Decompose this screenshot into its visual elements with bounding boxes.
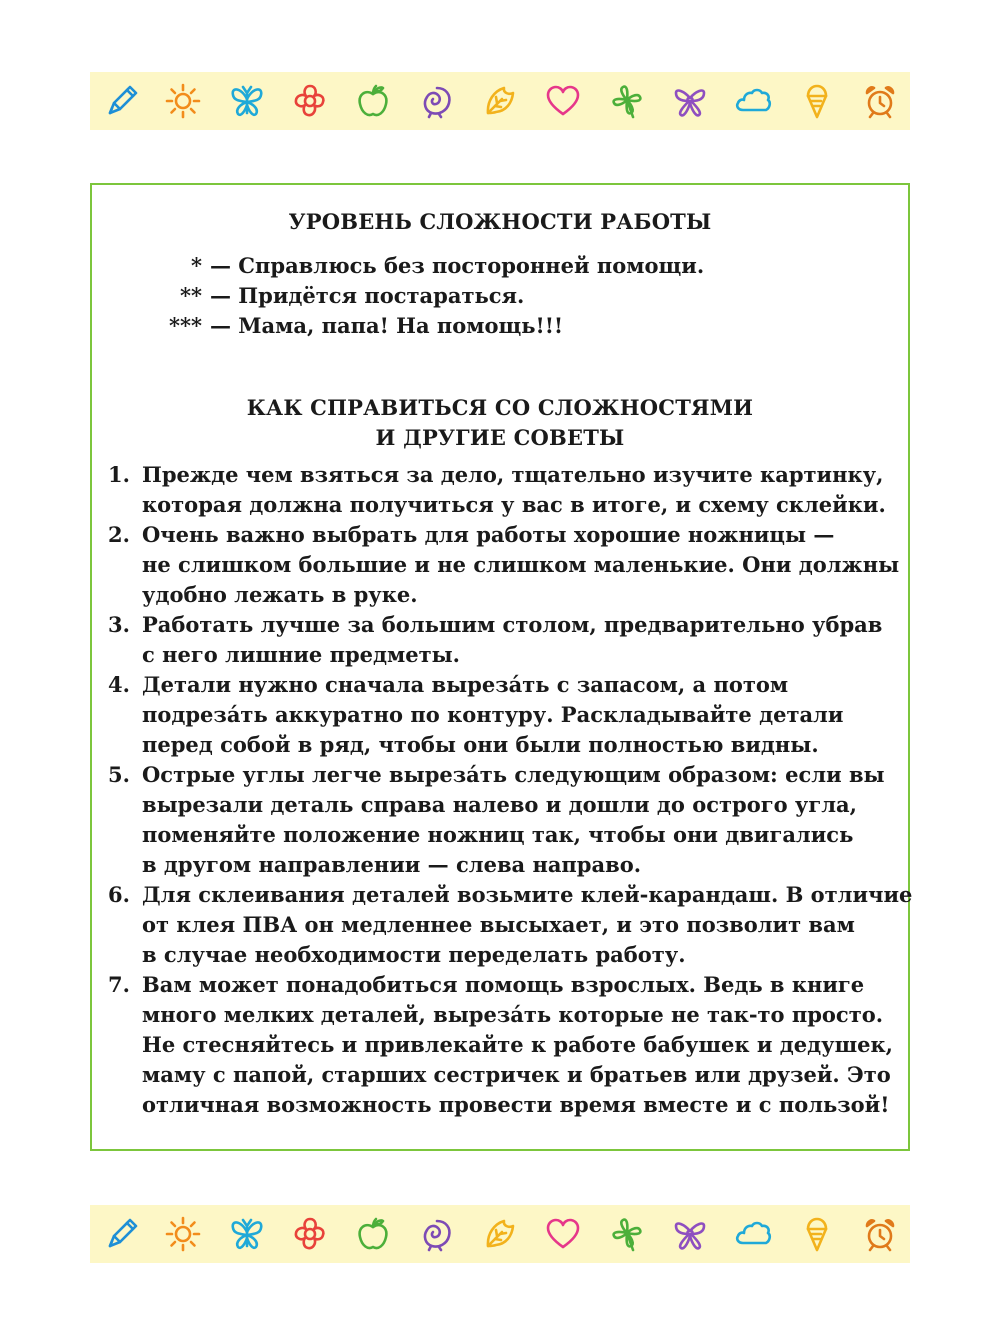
tip-text-line: Детали нужно сначала вырезáть с запасом, а потом	[142, 672, 789, 697]
tip-text	[142, 970, 903, 1120]
tip-number: 4.	[108, 672, 130, 697]
difficulty-level-1	[132, 251, 704, 281]
tip-text-line: от клея ПВА он медленнее высыхает, и это позволит вам	[142, 912, 855, 937]
level-description: — Справлюсь без посторонней помощи.	[210, 253, 705, 278]
level-description: — Мама, папа! На помощь!!!	[210, 313, 564, 338]
tip-text-line: Для склеивания деталей возьмите клей-карандаш. В отличие	[142, 882, 913, 907]
sun-icon	[163, 81, 203, 121]
level-stars: ***	[169, 313, 202, 338]
tip-text-line: с него лишние предметы.	[142, 642, 460, 667]
tip-number: 3.	[108, 612, 130, 637]
tip-text-line: Вам может понадобиться помощь взрослых. Ведь в книге	[142, 972, 865, 997]
rose-icon	[417, 1214, 457, 1254]
tip-text-line: много мелких деталей, вырезáть которые не так-то просто.	[142, 1002, 884, 1027]
tip-text	[142, 880, 912, 970]
tip-item	[108, 610, 903, 670]
tip-text-line: перед собой в ряд, чтобы они были полностью видны.	[142, 732, 819, 757]
leaf-icon	[480, 81, 520, 121]
tip-text-line: которая должна получиться у вас в итоге, и схему склейки.	[142, 492, 886, 517]
tip-text	[142, 520, 903, 610]
level-stars: *	[191, 253, 202, 278]
tip-number: 1.	[108, 462, 130, 487]
heart-icon	[543, 1214, 583, 1254]
tip-number: 7.	[108, 972, 130, 997]
bow-icon	[670, 81, 710, 121]
ice-cream-icon	[797, 81, 837, 121]
tip-item	[108, 880, 913, 970]
tip-text-line: вырезали деталь справа налево и дошли до острого угла,	[142, 792, 857, 817]
top-decorative-border	[90, 72, 910, 130]
flower-icon	[290, 1214, 330, 1254]
heart-icon	[543, 81, 583, 121]
alarm-clock-icon	[860, 1214, 900, 1254]
tip-text-line: в случае необходимости переделать работу.	[142, 942, 686, 967]
cloud-icon	[733, 81, 773, 121]
difficulty-heading: УРОВЕНЬ СЛОЖНОСТИ РАБОТЫ	[288, 209, 712, 234]
clover-icon	[607, 1214, 647, 1254]
tip-item	[108, 670, 903, 760]
tip-text-line: в другом направлении — слева направо.	[142, 852, 642, 877]
ice-cream-icon	[797, 1214, 837, 1254]
leaf-icon	[480, 1214, 520, 1254]
tip-item	[108, 970, 903, 1120]
tip-text-line: маму с папой, старших сестричек и братьев или друзей. Это	[142, 1062, 891, 1087]
tip-text-line: Очень важно выбрать для работы хорошие ножницы —	[142, 522, 835, 547]
tip-text-line: подрезáть аккуратно по контуру. Раскладывайте детали	[142, 702, 844, 727]
tip-number: 5.	[108, 762, 130, 787]
tip-number: 2.	[108, 522, 130, 547]
tips-panel	[90, 183, 913, 1151]
level-description: — Придётся постараться.	[210, 283, 525, 308]
tips-heading-line-2: И ДРУГИЕ СОВЕТЫ	[375, 425, 625, 450]
tip-text-line: Работать лучше за большим столом, предварительно убрав	[142, 612, 883, 637]
rose-icon	[417, 81, 457, 121]
tip-text	[142, 670, 903, 760]
pencil-icon	[100, 1214, 140, 1254]
tip-text-line: удобно лежать в руке.	[142, 582, 418, 607]
pencil-icon	[100, 81, 140, 121]
flower-icon	[290, 81, 330, 121]
sun-icon	[163, 1214, 203, 1254]
tip-text-line: не слишком большие и не слишком маленькие. Они должны	[142, 552, 900, 577]
bottom-decorative-border	[90, 1205, 910, 1263]
tip-text	[142, 610, 903, 670]
difficulty-level-3	[132, 311, 704, 341]
butterfly-icon	[227, 81, 267, 121]
apple-icon	[353, 81, 393, 121]
tips-list	[108, 460, 913, 1120]
bow-icon	[670, 1214, 710, 1254]
apple-icon	[353, 1214, 393, 1254]
tip-text	[142, 460, 903, 520]
butterfly-icon	[227, 1214, 267, 1254]
tips-heading-line-1: КАК СПРАВИТЬСЯ СО СЛОЖНОСТЯМИ	[246, 395, 754, 420]
difficulty-level-2	[132, 281, 704, 311]
cloud-icon	[733, 1214, 773, 1254]
tip-text-line: Острые углы легче вырезáть следующим образом: если вы	[142, 762, 885, 787]
level-stars: **	[180, 283, 202, 308]
clover-icon	[607, 81, 647, 121]
tip-number: 6.	[108, 882, 130, 907]
tip-text-line: отличная возможность провести время вместе и с пользой!	[142, 1092, 890, 1117]
tip-item	[108, 460, 903, 520]
tip-text-line: поменяйте положение ножниц так, чтобы они двигались	[142, 822, 854, 847]
alarm-clock-icon	[860, 81, 900, 121]
difficulty-levels	[132, 251, 704, 341]
tip-item	[108, 520, 903, 610]
tip-text	[142, 760, 903, 880]
tip-item	[108, 760, 903, 880]
tip-text-line: Не стесняйтесь и привлекайте к работе бабушек и дедушек,	[142, 1032, 893, 1057]
tips-heading	[92, 393, 908, 453]
tip-text-line: Прежде чем взяться за дело, тщательно изучите картинку,	[142, 462, 884, 487]
